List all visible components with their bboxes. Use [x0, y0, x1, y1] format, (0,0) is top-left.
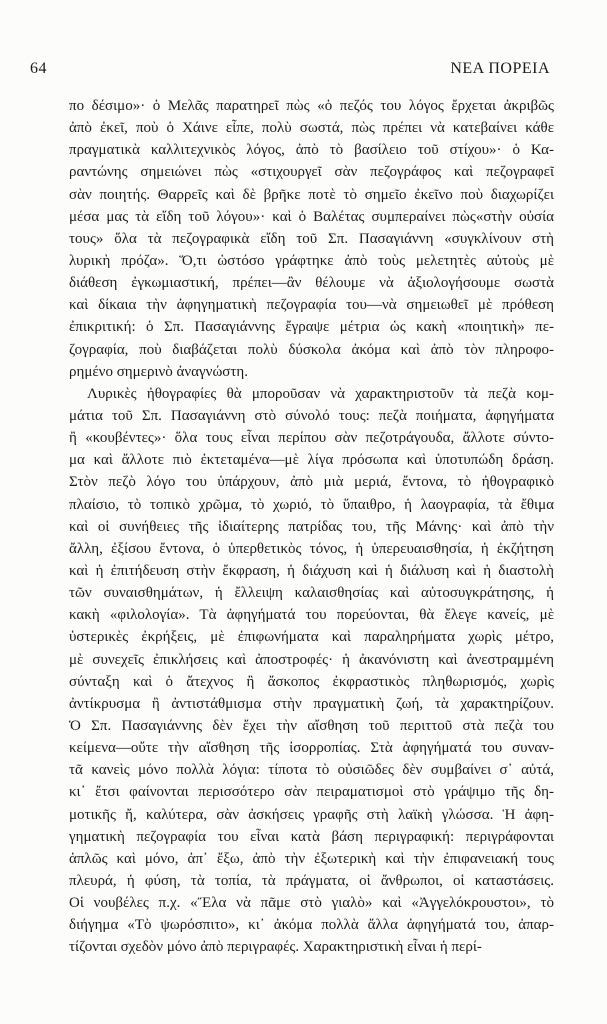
text-line: πο δέσιμο»· ὁ Μελᾶς παρατηρεῖ πὼς «ὁ πεζός του λόγος ἔρχεται ἀκριβῶς [69, 98, 554, 114]
text-line: μάτια τοῦ Σπ. Πασαγιάννη στὸ σύνολό τους: πεζὰ ποιήματα, ἀφηγήματα [69, 407, 554, 424]
text-line: ἁπλῶς καὶ μόνο, ἀπ᾿ ἔξω, ἀπὸ τὴν ἐξωτερικὴ καὶ τὴν ἐπιφανειακή τους [69, 850, 554, 867]
page-number: 64 [30, 60, 47, 77]
text-line: σύνταξη καὶ ὁ ἄτεχνος ἢ ἄσκοπος ἐκφραστικὸς πληθωρισμός, χωρὶς [69, 673, 554, 690]
text-line: ἐπικριτική: ὁ Σπ. Πασαγιάννης ἔγραψε μέτρια ὡς κακὴ «ποιητικὴ» πε- [69, 319, 554, 336]
text-line: τίζονται σχεδὸν μόνο ἀπὸ περιγραφές. Χαρακτηριστικὴ εἶναι ἡ περί- [69, 939, 482, 956]
text-line: μοτικῆς ἤ, καλύτερα, σὰν ἀσκήσεις γραφῆς στὴ λαϊκὴ γλώσσα. Ἡ ἀφη- [69, 806, 554, 823]
text-line: διάθεση ἐγκωμιαστική, πρέπει—ἂν θέλουμε νὰ ἀξιολογήσουμε σωστὰ [69, 275, 554, 292]
text-line: διήγημα «Τὸ ψωρόσπιτο», κι᾿ ἀκόμα πολλὰ ἄλλα ἀφηγήματά του, ἀπαρ- [69, 917, 554, 934]
text-line: καὶ δίκαια τὴν ἀφηγηματικὴ πεζογραφία του—νὰ σημειωθεῖ μὲ πρόθεση [69, 297, 554, 314]
text-line: τῶν συναισθημάτων, ἡ ἔλλειψη καλαισθησίας καὶ αὐτοσυγκράτησης, ἡ [69, 585, 554, 602]
text-line: ραντώνης σημειώνει πὼς «στιχουργεῖ σὰν πεζογράφος καὶ πεζογραφεῖ [69, 164, 554, 181]
text-line: Στὸν πεζὸ λόγο του ὑπάρχουν, ἀπὸ μιὰ μεριά, ἔντονα, τὸ ἠθογραφικὸ [69, 474, 554, 491]
text-line: μα καὶ ἄλλοτε πιὸ ἐκτεταμένα—μὲ λίγα πρόσωπα καὶ ὑποτυπώδη δράση. [69, 452, 554, 469]
text-line: τᾶ κανεὶς μόνο πολλὰ λόγια: τίποτα τὸ οὐσιῶδες δὲν συμβαίνει σ᾿ αὐτά, [69, 762, 554, 779]
text-line: λυρικὴ πρόζα». Ὅ,τι ὡστόσο γράφτηκε ἀπὸ τοὺς μελετητὲς αὐτοὺς μὲ [69, 252, 554, 269]
text-line: ἀντίκρυσμα ἢ ἀντιστάθμισμα στὴν πραγματικὴ ζωή, τὰ χαρακτηρίζουν. [69, 695, 554, 712]
running-head: ΝΕΑ ΠΟΡΕΙΑ [450, 60, 550, 77]
text-line: Ὁ Σπ. Πασαγιάννης δὲν ἔχει τὴν αἴσθηση τοῦ περιττοῦ στὰ πεζὰ του [69, 717, 554, 734]
text-line: καὶ ἡ ἐπιτήδευση στὴν ἔκφραση, ἡ διάχυση καὶ ἡ διάλυση καὶ ἡ διαστολὴ [69, 562, 554, 579]
text-line: κακὴ «φιλολογία». Τὰ ἀφηγήματά του πορεύονται, θὰ ἔλεγε κανείς, μὲ [69, 607, 554, 624]
text-line: ρημένο σημερινὸ ἀναγνώστη. [69, 363, 249, 380]
text-line: κείμενα—οὔτε τὴν αἴσθηση τῆς ἰσορροπίας. Στὰ ἀφηγήματά του συναν- [69, 740, 554, 757]
text-line: σὰν ποιητής. Θαρρεῖς καὶ δὲ βρῆκε ποτὲ τὸ σημεῖο ἐκεῖνο ποὺ διαχωρίζει [69, 186, 554, 203]
text-line: κι᾿ ἔτσι φαίνονται περισσότερο σὰν πειραματισμοὶ στὸ γράψιμο τῆς δη- [69, 784, 554, 801]
text-line: πλαίσιο, τὸ τοπικὸ χρῶμα, τὸ χωριό, τὸ ὕπαιθρο, ἡ λαογραφία, τὰ ἔθιμα [69, 496, 554, 513]
text-line: τους» ὅλα τὰ πεζογραφικὰ εἴδη τοῦ Σπ. Πασαγιάννη «συγκλίνουν στὴ [69, 230, 554, 247]
text-line: Οἱ νουβέλες π.χ. «Ἔλα νὰ πᾶμε στὸ γιαλὸ» καὶ «Ἀγγελόκρουστοι», τὸ [69, 895, 554, 912]
text-line: πλευρά, ἡ φύση, τὰ τοπία, τὰ πράγματα, οἱ ἄνθρωποι, οἱ καταστάσεις. [69, 872, 554, 889]
text-line: ἀπὸ ἐκεῖ, ποὺ ὁ Χάινε εἶπε, πολὺ σωστά, πὼς πρέπει νὰ κατεβαίνει κάθε [69, 120, 554, 137]
text-line: γηματικὴ πεζογραφία του εἶναι κατὰ βάση περιγραφική: περιγράφονται [69, 828, 554, 845]
text-line: ἢ «κουβέντες»· ὅλα τους εἶναι περίπου σὰν πεζοτράγουδα, ἄλλοτε σύντο- [69, 430, 554, 447]
text-line: μὲ συνεχεῖς ἐπικλήσεις καὶ ἀποστροφές· ἡ ἀκανόνιστη καὶ ἀνεστραμμένη [69, 651, 554, 668]
text-line: ὑστερικὲς ἐκρήξεις, μὲ ἐπιφωνήματα καὶ παραληρήματα χωρὶς μέτρο, [69, 629, 554, 646]
text-line: ἄλλη, ἐξίσου ἔντονα, ὁ ὑπερθετικὸς τόνος, ἡ ὑπερευαισθησία, ἡ ἐκζήτηση [69, 540, 554, 557]
body-text [69, 95, 554, 958]
text-line: καὶ οἱ συνήθειες τῆς ἰδιαίτερης πατρίδας του, τῆς Μάνης· καὶ ἀπὸ τὴν [69, 518, 554, 535]
text-line: πραγματικὰ καλλιτεχνικὸς λόγος, ἀπὸ τὸ βασίλειο τοῦ στίχου»· ὁ Κα- [69, 142, 554, 159]
text-line: Λυρικὲς ἠθογραφίες θὰ μποροῦσαν νὰ χαρακτηριστοῦν τὰ πεζὰ κομ- [87, 385, 554, 402]
page-header [30, 60, 550, 84]
text-line: μέσα μας τὰ εἴδη τοῦ λόγου»· καὶ ὁ Βαλέτας συμπεραίνει πὼς«στὴν οὐσία [69, 208, 554, 225]
text-line: ζογραφία, ποὺ διαβάζεται πολὺ δύσκολα ἀκόμα καὶ ἀπὸ τὸν πληροφο- [69, 341, 554, 358]
